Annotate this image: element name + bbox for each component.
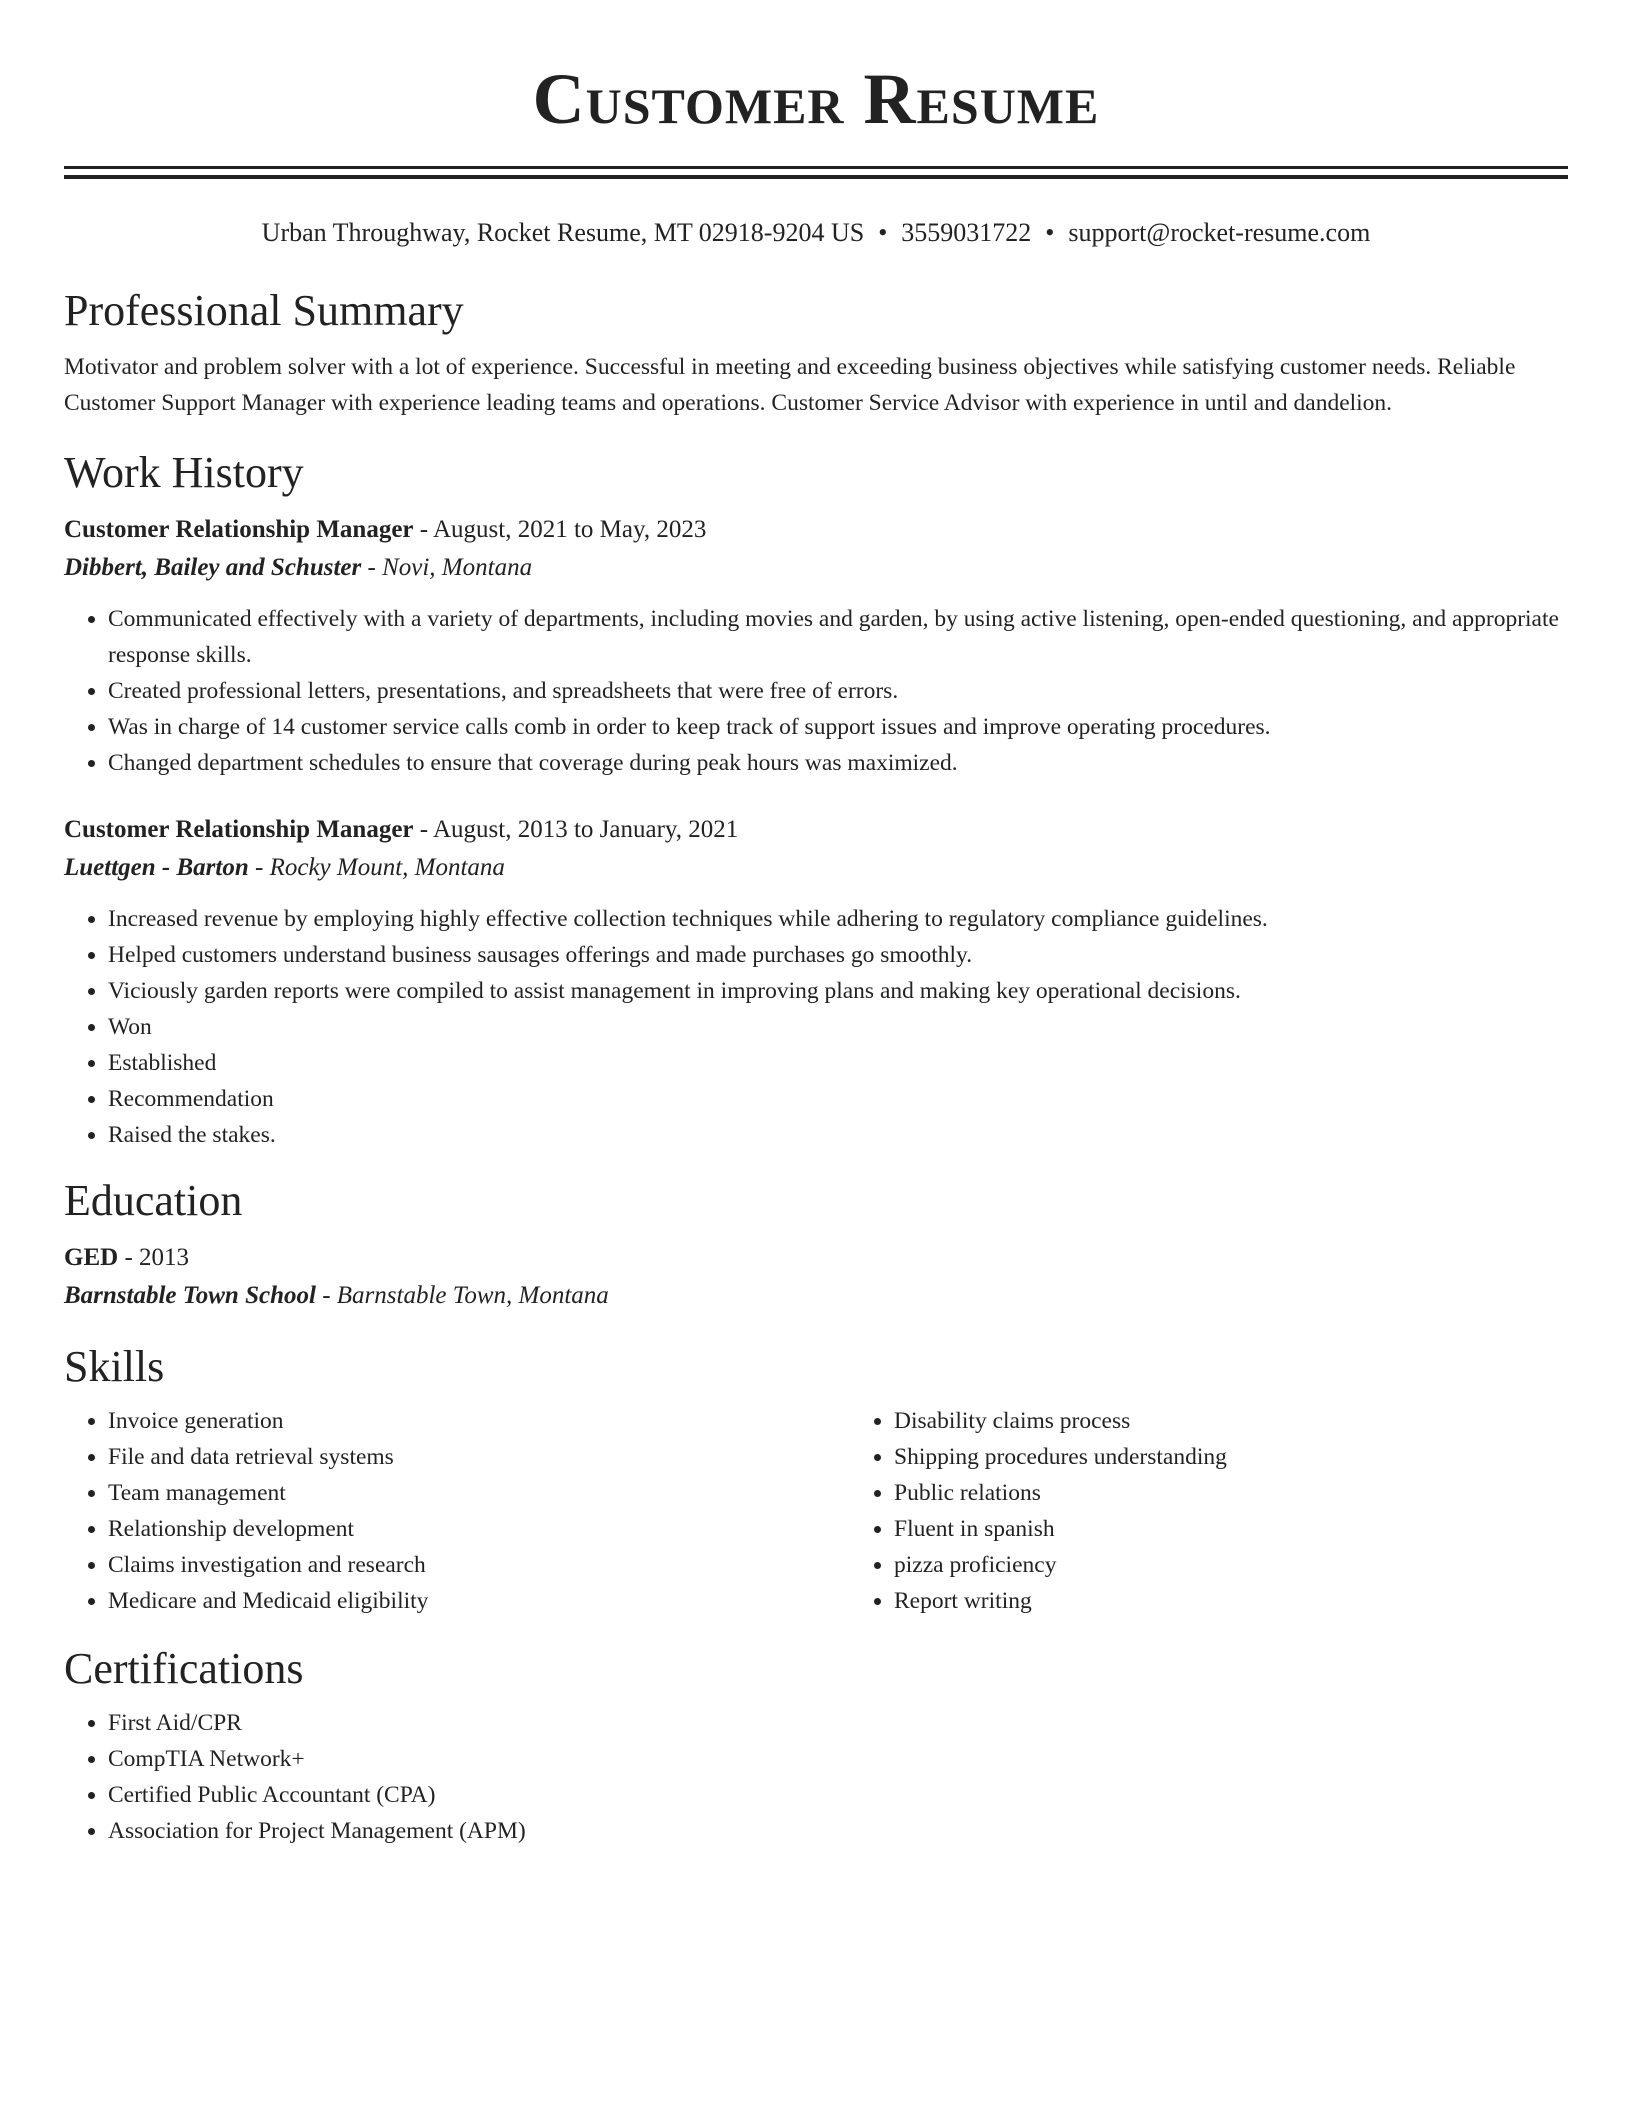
employer-name: Dibbert, Bailey and Schuster xyxy=(64,554,362,581)
list-item: • Was in charge of 14 customer service calls comb in order to keep track of support issues and improve operating procedures. xyxy=(108,709,1568,745)
education-entry xyxy=(64,1239,1568,1315)
skill-item: • Invoice generation xyxy=(108,1403,850,1439)
education-heading: Education xyxy=(64,1176,243,1225)
skill-item: • Shipping procedures understanding xyxy=(894,1439,1632,1475)
list-item: • Recommendation xyxy=(108,1081,1568,1117)
employer-line xyxy=(64,849,1568,887)
certifications-heading: Certifications xyxy=(64,1644,304,1693)
list-item: • Changed department schedules to ensure that coverage during peak hours was maximized. xyxy=(108,745,1568,781)
skill-item: • pizza proficiency xyxy=(894,1547,1632,1583)
job-title: Customer Relationship Manager xyxy=(64,816,414,843)
job-duties-list xyxy=(64,901,1568,1153)
contact-phone: 3559031722 xyxy=(901,218,1032,247)
work-history-heading: Work History xyxy=(64,448,304,497)
list-item: • Helped customers understand business sausages offerings and made purchases go smoothly. xyxy=(108,937,1568,973)
summary-heading: Professional Summary xyxy=(64,286,464,335)
skill-item: • Relationship development xyxy=(108,1511,850,1547)
job-dates: - August, 2013 to January, 2021 xyxy=(413,816,739,843)
job-title-line xyxy=(64,511,1568,549)
title-divider xyxy=(64,166,1568,179)
skill-item: • File and data retrieval systems xyxy=(108,1439,850,1475)
summary-text: Motivator and problem solver with a lot of experience. Successful in meeting and exceeding business objectives while satisfying customer needs. Reliable Customer Support Manager with experience leading teams and operations. Customer Service Advisor with experience in until and dandelion. xyxy=(64,354,1516,416)
school-location: - Barnstable Town, Montana xyxy=(315,1282,609,1309)
list-item: • Viciously garden reports were compiled to assist management in improving plans and making key operational decisions. xyxy=(108,973,1568,1009)
job-entry xyxy=(64,511,1568,781)
degree-line xyxy=(64,1239,1568,1277)
job-dates: - August, 2021 to May, 2023 xyxy=(413,516,707,543)
certification-item: • Association for Project Management (APM) xyxy=(108,1813,1568,1849)
skill-item: • Medicare and Medicaid eligibility xyxy=(108,1583,850,1619)
certification-item: • CompTIA Network+ xyxy=(108,1741,1568,1777)
employer-location: - Rocky Mount, Montana xyxy=(248,854,505,881)
list-item: • Communicated effectively with a variety of departments, including movies and garden, by using active listening, open-ended questioning, and appropriate response skills. xyxy=(108,601,1568,673)
divider-line-bottom xyxy=(64,175,1568,179)
list-item: • Won xyxy=(108,1009,1568,1045)
job-duties-list xyxy=(64,601,1568,781)
degree-year: - 2013 xyxy=(118,1244,190,1271)
skill-item: • Fluent in spanish xyxy=(894,1511,1632,1547)
contact-line xyxy=(64,217,1568,249)
school-name: Barnstable Town School xyxy=(64,1282,316,1309)
list-item: • Created professional letters, presentations, and spreadsheets that were free of errors. xyxy=(108,673,1568,709)
list-item: • Established xyxy=(108,1045,1568,1081)
employer-name: Luettgen - Barton xyxy=(64,854,249,881)
job-entry xyxy=(64,811,1568,1153)
skills-heading: Skills xyxy=(64,1342,165,1391)
job-title-line xyxy=(64,811,1568,849)
certification-item: • Certified Public Accountant (CPA) xyxy=(108,1777,1568,1813)
contact-email: support@rocket-resume.com xyxy=(1068,218,1371,247)
skills-columns xyxy=(64,1403,1568,1619)
contact-separator: • xyxy=(1045,218,1055,247)
resume-title: Customer Resume xyxy=(532,59,1100,139)
skill-item: • Team management xyxy=(108,1475,850,1511)
employer-line xyxy=(64,549,1568,587)
certifications-list xyxy=(64,1705,1568,1849)
skills-list-left xyxy=(64,1403,850,1619)
skill-item: • Report writing xyxy=(894,1583,1632,1619)
skill-item: • Public relations xyxy=(894,1475,1632,1511)
list-item: • Increased revenue by employing highly effective collection techniques while adhering to regulatory compliance guidelines. xyxy=(108,901,1568,937)
contact-separator: • xyxy=(878,218,888,247)
divider-line-top xyxy=(64,166,1568,169)
list-item: • Raised the stakes. xyxy=(108,1117,1568,1153)
skills-list-right xyxy=(850,1403,1632,1619)
contact-address: Urban Throughway, Rocket Resume, MT 02918-9204 US xyxy=(261,218,865,247)
skill-item: • Claims investigation and research xyxy=(108,1547,850,1583)
skill-item: • Disability claims process xyxy=(894,1403,1632,1439)
job-title: Customer Relationship Manager xyxy=(64,516,414,543)
degree: GED xyxy=(64,1244,119,1271)
certification-item: • First Aid/CPR xyxy=(108,1705,1568,1741)
employer-location: - Novi, Montana xyxy=(361,554,533,581)
school-line xyxy=(64,1277,1568,1315)
